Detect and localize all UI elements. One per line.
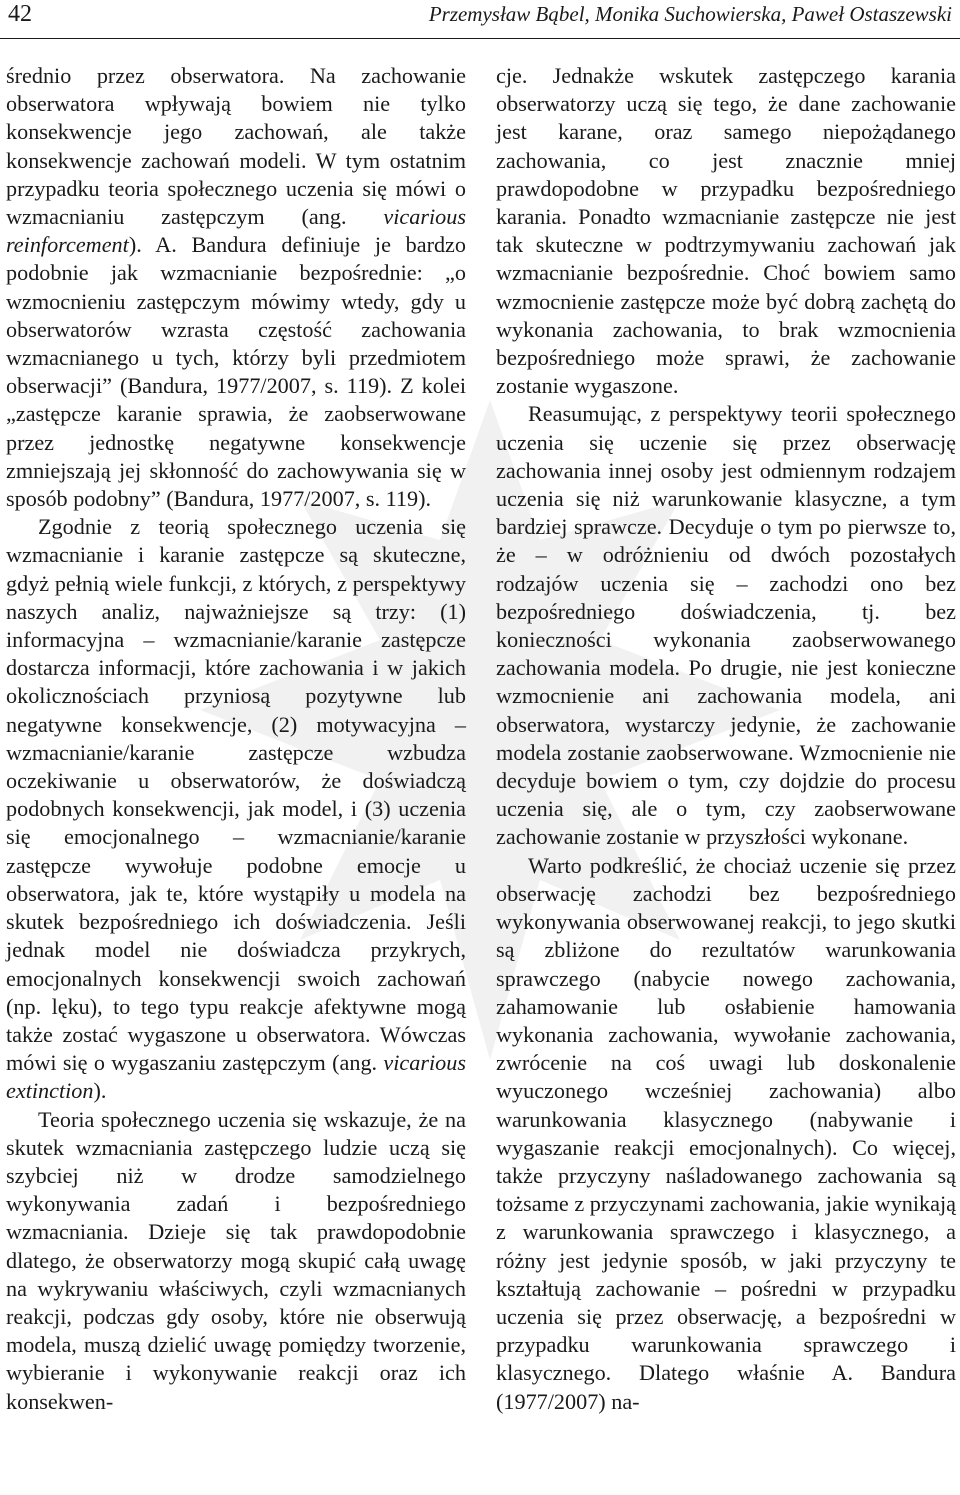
right-paragraph-1: cje. Jednakże wskutek zastępczego karania obserwatorzy uczą się tego, że dane zachowanie jest karane, oraz samego niepożądanego zachowania, co jest znacznie mniej prawdopodobne w przypadku bezpośredniego karania. Ponadto wzmacnianie zastępcze nie jest tak skuteczne w podtrzymywaniu zachowań jak wzmacnianie bezpośrednie. Choć bowiem samo wzmocnienie zastępcze może być dobrą zachętą do wykonania zachowania, to brak wzmocnienia bezpośredniego może sprawi, że zachowanie zostanie wygaszone. <box>496 63 956 399</box>
left-p2-term: vicarious extinction <box>6 1050 466 1104</box>
right-paragraph-3: Warto podkreślić, że chociaż uczenie się przez obserwację zachodzi bez bezpośredniego wykonywania obserwowanej reakcji, to jego skutki są zbliżone do rezultatów warunkowania sprawczego (nabycie nowego zachowania, zahamowanie lub osłabienie hamowania wykonania zachowania, wywołanie zachowania, zwrócenie na coś uwagi lub doskonalenie wyuczonego wcześniej zachowania) albo warunkowania klasycznego (nabywanie i wygaszanie reakcji emocjonalnych). Co więcej, także przyczyny naśladowanego zachowania są tożsame z przyczynami zachowania, jakie wynikają z warunkowania sprawczego i klasycznego, a różny jest jedynie sposób, w jaki przyczyny te kształtują zachowanie – pośredni w przypadku uczenia się przez obserwację, a bezpośredni w przypadku warunkowania sprawczego i klasycznego. Dlatego właśnie A. Bandura (1977/2007) na- <box>496 852 956 1414</box>
page-number: 42 <box>8 1 32 27</box>
right-column <box>496 62 956 1416</box>
left-p2-text-a: Zgodnie z teorią społecznego uczenia się wzmacnianie i karanie zastępcze są skuteczne, gdyż pełnią wiele funkcji, z których, z perspektywy naszych analiz, najważniejsze są trzy: (1) informacyjna – wzmacnianie/karanie zastępcze dostarcza informacji, które zachowania i w jakich okolicznościach przyniosą pozytywne lub negatywne konsekwencje, (2) motywacyjna – wzmacnianie/karanie zastępcze wzbudza oczekiwanie u obserwatorów, że doświadczą podobnych konsekwencji, jak model, i (3) uczenia się emocjonalnego – wzmacnianie/karanie zastępcze wywołuje podobne emocje u obserwatora, jak te, które wystąpiły u modela na skutek bezpośredniego ich doświadczenia. Jeśli jednak model nie doświadcza przykrych, emocjonalnych konsekwencji swoich zachowań (np. lęku), to tego typu reakcje afektywne mogą także zostać wygaszone u obserwatora. Wówczas mówi się o wygaszaniu zastępczym (ang. <box>6 514 466 1076</box>
left-p2-text-b: ). <box>93 1078 107 1104</box>
page-header <box>0 0 960 40</box>
left-paragraph-1 <box>6 62 466 513</box>
left-p1-term: vicarious reinforcement <box>6 204 466 258</box>
right-paragraph-2: Reasumując, z perspektywy teorii społecznego uczenia się uczenie się przez obserwację zachowania innej osoby jest odmiennym rodzajem uczenia się niż warunkowanie klasyczne, a tym bardziej sprawcze. Decyduje o tym po pierwsze to, że – w odróżnieniu od dwóch pozostałych rodzajów uczenia się – zachodzi ono bez bezpośredniego doświadczenia, tj. bez konieczności wykonania zaobserwowanego zachowania modela. Po drugie, nie jest konieczne wzmocnienie ani zachowania modela, ani obserwatora, wystarczy jedynie, że zachowanie modela zostanie zaobserwowane. Wzmocnienie nie decyduje bowiem o tym, czy dojdzie do procesu uczenia się, ale o tym, czy zaobserwowane zachowanie zostanie w przyszłości wykonane. <box>496 401 956 850</box>
left-paragraph-3: Teoria społecznego uczenia się wskazuje, że na skutek wzmacniania zastępczego ludzie uczą się szybciej niż w drodze samodzielnego wykonywania zadań i bezpośredniego wzmacniania. Dzieje się tak prawdopodobnie dlatego, że obserwatorzy mogą skupić całą uwagę na wykrywaniu właściwych, czyli wzmacnianych reakcji, podczas gdy osoby, które nie obserwują modela, muszą dzielić uwagę pomiędzy tworzenie, wybieranie i wykonywanie reakcji oraz ich konsekwen- <box>6 1106 466 1414</box>
left-column <box>6 62 466 1416</box>
header-rule <box>0 38 960 39</box>
running-head: Przemysław Bąbel, Monika Suchowierska, Paweł Ostaszewski <box>428 2 952 26</box>
left-p1-text-b: ). A. Bandura definiuje je bardzo podobnie jak wzmacnianie bezpośrednie: „o wzmocnieniu zastępczym mówimy wtedy, gdy u obserwatorów wzrasta częstość zachowania wzmacnianego u tych, którzy byli przedmiotem obserwacji” (Bandura, 1977/2007, s. 119). Z kolei „zastępcze karanie sprawia, że zaobserwowane przez jednostkę negatywne konsekwencje zmniejszają jej skłonność do zachowywania się w sposób podobny” (Bandura, 1977/2007, s. 119). <box>6 232 466 512</box>
left-paragraph-2 <box>6 513 466 1105</box>
left-p1-text-a: średnio przez obserwatora. Na zachowanie obserwatora wpływają bowiem nie tylko konsekwencje jego zachowań, ale także konsekwencje zachowań modeli. W tym ostatnim przypadku teoria społecznego uczenia się mówi o wzmacnianiu zastępczym (ang. <box>6 63 466 230</box>
